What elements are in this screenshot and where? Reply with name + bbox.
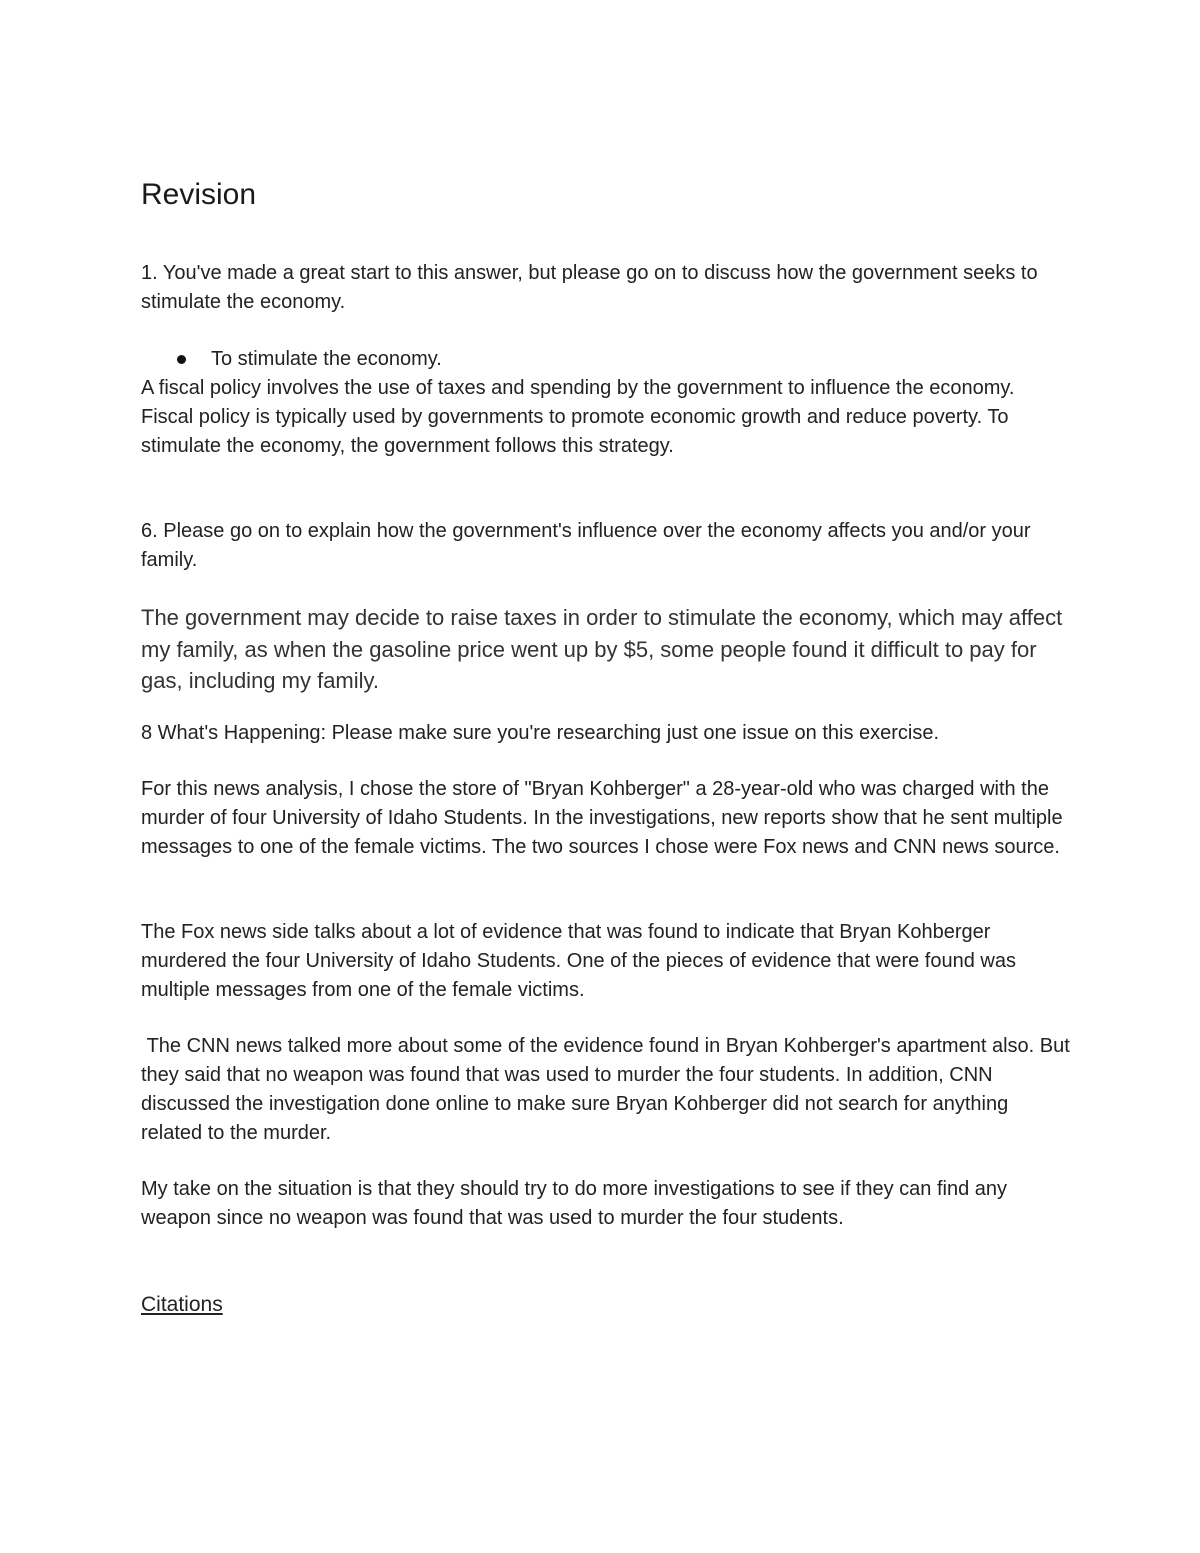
question-8: 8 What's Happening: Please make sure you're researching just one issue on this exercise. [141, 722, 940, 744]
question-6: 6. Please go on to explain how the government's influence over the economy affects you and/or your family. [141, 520, 1031, 571]
paragraph-cnn-news: The CNN news talked more about some of the evidence found in Bryan Kohberger's apartment also. But they said that no weapon was found that was used to murder the four students. In addition, CNN discussed the investigation done online to make sure Bryan Kohberger did not search for anything related to the murder. [141, 1035, 1076, 1144]
paragraph-fox-news: The Fox news side talks about a lot of evidence that was found to indicate that Bryan Kohberger murdered the four University of Idaho Students. One of the pieces of evidence that were found was multiple messages from one of the female victims. [141, 921, 1016, 1001]
question-1: 1. You've made a great start to this answer, but please go on to discuss how the government seeks to stimulate the economy. [141, 262, 1038, 313]
paragraph-news-analysis: For this news analysis, I chose the store of "Bryan Kohberger" a 28-year-old who was charged with the murder of four University of Idaho Students. In the investigations, new reports show that he sent multiple messages to one of the female victims. The two sources I chose were Fox news and CNN news source. [141, 778, 1063, 858]
paragraph-my-take: My take on the situation is that they should try to do more investigations to see if they can find any weapon since no weapon was found that was used to murder the four students. [141, 1178, 1008, 1229]
bullet-icon [177, 355, 186, 364]
answer-1: A fiscal policy involves the use of taxes and spending by the government to influence the economy. Fiscal policy is typically used by governments to promote economic growth and reduce poverty. To stimulate the economy, the government follows this strategy. [141, 377, 1015, 457]
citations-heading: Citations [141, 1293, 223, 1316]
bullet-text: To stimulate the economy. [211, 348, 442, 370]
document-title: Revision [141, 178, 257, 211]
answer-6: The government may decide to raise taxes in order to stimulate the economy, which may affect my family, as when the gasoline price went up by $5, some people found it difficult to pay for gas, including my family. [141, 605, 1063, 693]
